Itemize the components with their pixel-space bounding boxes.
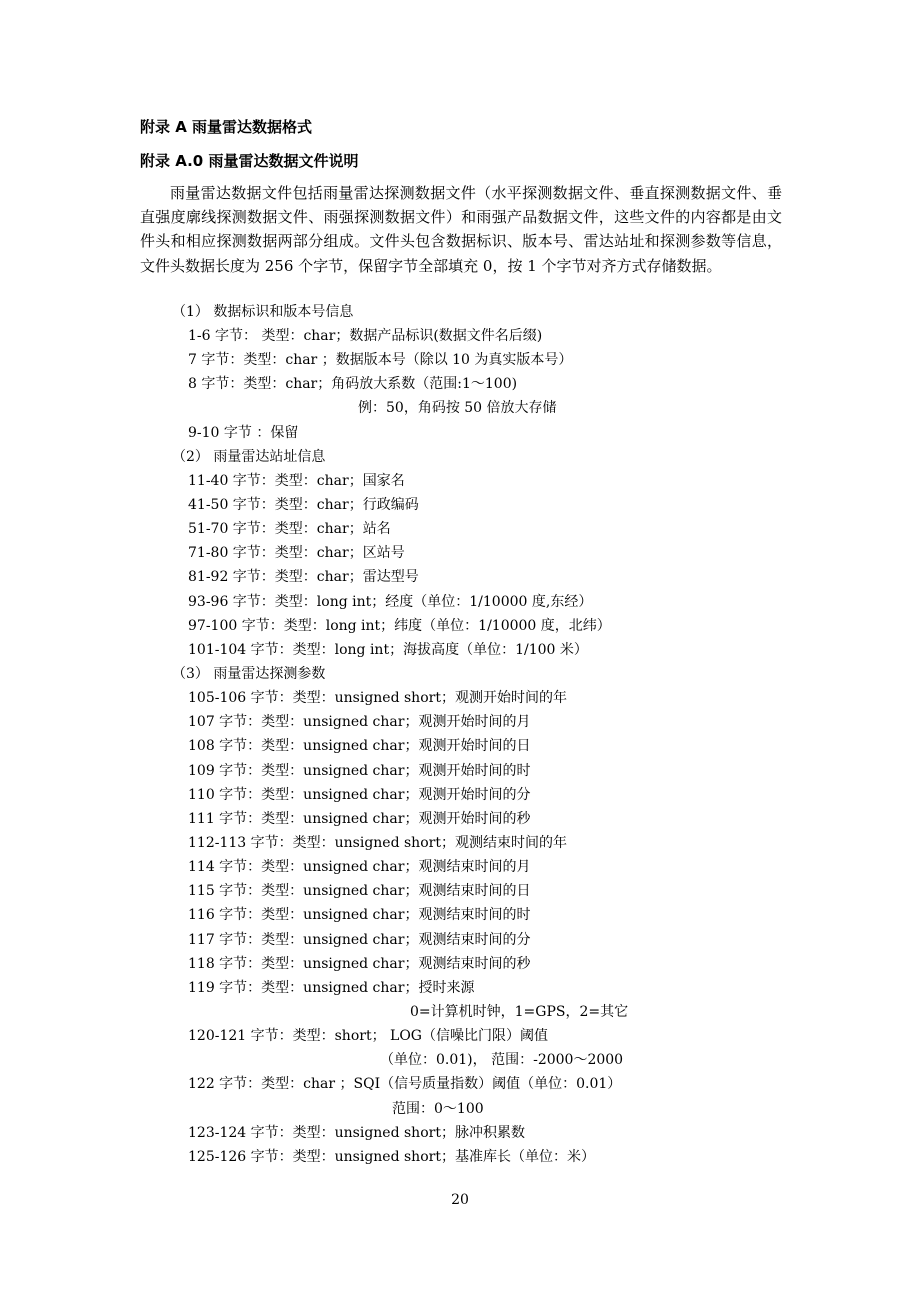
field-line: 41-50 字节：类型：char；行政编码 bbox=[188, 497, 419, 513]
field-line: 117 字节：类型：unsigned char；观测结束时间的分 bbox=[188, 932, 531, 948]
field-note: 0=计算机时钟，1=GPS，2=其它 bbox=[410, 1004, 629, 1020]
section-3-title: （3） 雨量雷达探测参数 bbox=[172, 666, 326, 682]
field-line: 8 字节：类型：char；角码放大系数（范围:1～100) bbox=[188, 376, 518, 392]
field-line: 11-40 字节：类型：char；国家名 bbox=[188, 473, 405, 489]
field-line: 109 字节：类型：unsigned char；观测开始时间的时 bbox=[188, 763, 531, 779]
field-note: （单位：0.01)， 范围：-2000～2000 bbox=[380, 1052, 624, 1068]
intro-paragraph bbox=[140, 181, 782, 278]
field-line: 81-92 字节：类型：char；雷达型号 bbox=[188, 569, 419, 585]
field-line: 118 字节：类型：unsigned char；观测结束时间的秒 bbox=[188, 956, 531, 972]
field-line: 51-70 字节：类型：char；站名 bbox=[188, 521, 391, 537]
field-line: 107 字节：类型：unsigned char；观测开始时间的月 bbox=[188, 714, 531, 730]
appendix-heading: 附录 A 雨量雷达数据格式 bbox=[140, 118, 313, 136]
field-line: 111 字节：类型：unsigned char；观测开始时间的秒 bbox=[188, 811, 531, 827]
field-line: 123-124 字节：类型：unsigned short；脉冲积累数 bbox=[188, 1125, 525, 1141]
field-line: 93-96 字节：类型：long int；经度（单位：1/10000 度,东经） bbox=[188, 594, 593, 610]
field-line: 9-10 字节 ：保留 bbox=[188, 425, 299, 441]
section-heading: 附录 A.0 雨量雷达数据文件说明 bbox=[140, 152, 359, 170]
field-line: 108 字节：类型：unsigned char；观测开始时间的日 bbox=[188, 738, 531, 754]
field-note: 例：50，角码按 50 倍放大存储 bbox=[358, 400, 557, 416]
field-line: 125-126 字节：类型：unsigned short；基准库长（单位：米） bbox=[188, 1149, 595, 1165]
field-line: 7 字节：类型：char ；数据版本号（除以 10 为真实版本号） bbox=[188, 352, 573, 368]
field-note: 范围：0～100 bbox=[392, 1101, 484, 1117]
field-line: 114 字节：类型：unsigned char；观测结束时间的月 bbox=[188, 859, 531, 875]
field-line: 119 字节：类型：unsigned char；授时来源 bbox=[188, 980, 475, 996]
field-line: 1-6 字节： 类型：char；数据产品标识(数据文件名后缀) bbox=[188, 328, 543, 344]
field-line: 71-80 字节：类型：char；区站号 bbox=[188, 545, 405, 561]
field-line: 116 字节：类型：unsigned char；观测结束时间的时 bbox=[188, 907, 531, 923]
field-line: 101-104 字节：类型：long int；海拔高度（单位：1/100 米） bbox=[188, 642, 588, 658]
field-line: 97-100 字节：类型：long int；纬度（单位：1/10000 度，北纬） bbox=[188, 618, 611, 634]
field-line: 122 字节：类型：char ；SQI（信号质量指数）阈值（单位：0.01） bbox=[188, 1076, 622, 1092]
page-number: 20 bbox=[451, 1192, 469, 1208]
section-1-title: （1） 数据标识和版本号信息 bbox=[172, 304, 354, 320]
field-line: 120-121 字节：类型：short； LOG（信噪比门限）阈值 bbox=[188, 1028, 548, 1044]
field-line: 110 字节：类型：unsigned char；观测开始时间的分 bbox=[188, 787, 531, 803]
field-line: 112-113 字节：类型：unsigned short；观测结束时间的年 bbox=[188, 835, 567, 851]
field-line: 115 字节：类型：unsigned char；观测结束时间的日 bbox=[188, 883, 531, 899]
field-line: 105-106 字节：类型：unsigned short；观测开始时间的年 bbox=[188, 690, 567, 706]
section-2-title: （2） 雨量雷达站址信息 bbox=[172, 449, 326, 465]
intro-text: 雨量雷达数据文件包括雨量雷达探测数据文件（水平探测数据文件、垂直探测数据文件、垂直强度廓线探测数据文件、雨强探测数据文件）和雨强产品数据文件，这些文件的内容都是由文件头和相应探测数据两部分组成。文件头包含数据标识、版本号、雷达站址和探测参数等信息，文件头数据长度为 256 个字节，保留字节全部填充 0，按 1 个字节对齐方式存储数据。 bbox=[140, 184, 782, 275]
